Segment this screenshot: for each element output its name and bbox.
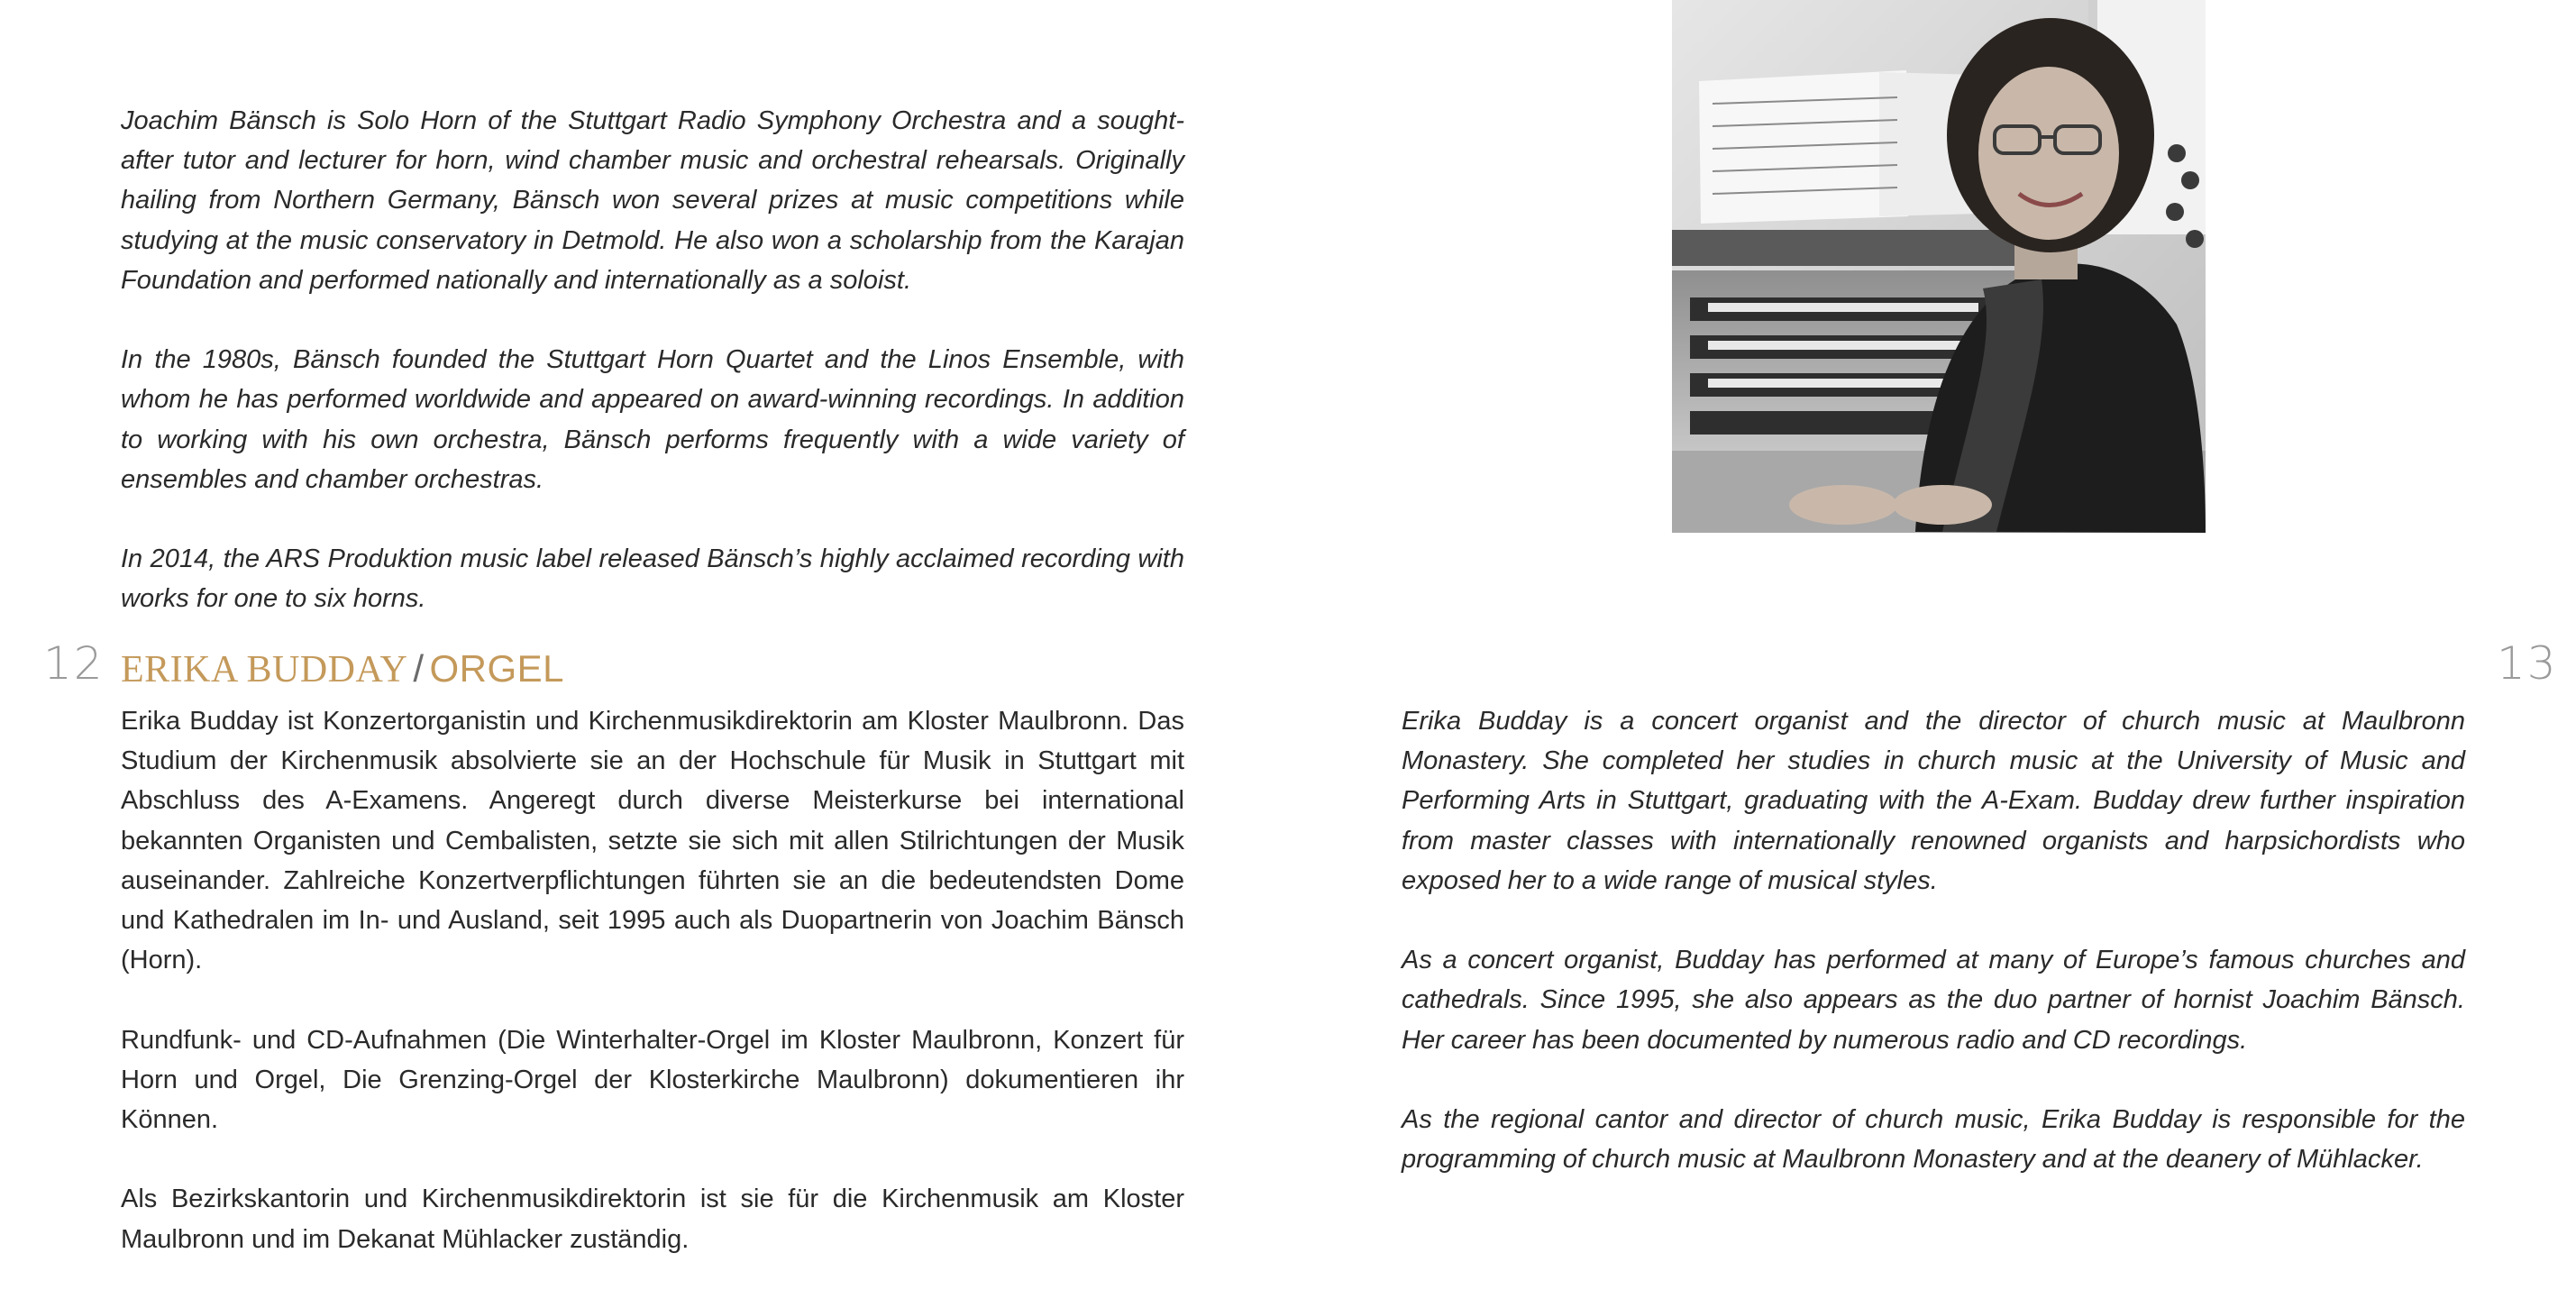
bio-paragraph: Joachim Bänsch is Solo Horn of the Stuttgart Radio Symphony Orchestra and a sought-after tutor and lecturer for horn, wind chamber music and orchestral rehearsals. Originally hailing from Northern Germany, Bänsch won several prizes at music competitions while studying at the music conservatory in Detmold. He also won a scholarship from the Karajan Foundation and performed nationally and internationally as a soloist. xyxy=(121,106,1184,295)
bansch-english-bio xyxy=(121,101,1184,659)
section-heading xyxy=(121,647,564,691)
bio-paragraph: Erika Budday is a concert organist and the director of church music at Maulbronn Monastery. She completed her studies in church music at the University of Music and Performing Arts in Stuttgart, graduating with the A-Exam. Budday drew further inspiration from master classes with internationally renowned organists and harpsichordists who exposed her to a wide range of musical styles. xyxy=(1402,707,2465,895)
bio-paragraph: In 2014, the ARS Produktion music label released Bänsch’s highly acclaimed recording with works for one to six horns. xyxy=(121,544,1184,614)
performer-instrument: ORGEL xyxy=(429,647,565,690)
bio-paragraph: In the 1980s, Bänsch founded the Stuttgart Horn Quartet and the Linos Ensemble, with whom he has performed worldwide and appeared on award-winning recordings. In addition to working with his own orchestra, Bänsch performs frequently with a wide variety of ensembles and chamber orchestras. xyxy=(121,345,1184,494)
budday-english-bio xyxy=(1402,701,2465,1220)
portrait-photo xyxy=(1672,0,2206,533)
bio-paragraph: As a concert organist, Budday has performed at many of Europe’s famous churches and cathedrals. Since 1995, she also appears as the duo partner of hornist Joachim Bänsch. Her career has been documented by numerous radio and CD recordings. xyxy=(1402,946,2465,1055)
portrait-photo-icon xyxy=(1672,0,2206,533)
page-number-left: 12 xyxy=(43,637,105,690)
performer-name: ERIKA BUDDAY xyxy=(121,649,408,691)
bio-paragraph: Rundfunk- und CD-Aufnahmen (Die Winterhalter-Orgel im Kloster Maulbronn, Konzert für Horn und Orgel, Die Grenzing-Orgel der Klosterkirche Maulbronn) dokumentieren ihr Können. xyxy=(121,1025,1184,1135)
heading-separator: / xyxy=(413,647,425,690)
bio-paragraph: Als Bezirkskantorin und Kirchenmusikdirektorin ist sie für die Kirchenmusik am Kloster Maulbronn und im Dekanat Mühlacker zuständig. xyxy=(121,1185,1184,1254)
bio-paragraph: As the regional cantor and director of church music, Erika Budday is responsible for the programming of church music at Maulbronn Monastery and at the deanery of Mühlacker. xyxy=(1402,1105,2465,1175)
page-number-right: 13 xyxy=(2497,637,2558,690)
bio-paragraph: Erika Budday ist Konzertorganistin und Kirchenmusikdirektorin am Kloster Maulbronn. Das Studium der Kirchenmusik absolvierte sie an der Hochschule für Musik in Stuttgart mit Abschluss des A-Examens. Angeregt durch diverse Meisterkurse bei international bekannten Organisten und Cembalisten, setzte sie sich mit allen Stilrichtungen der Musik auseinander. Zahlreiche Konzertverpflichtungen führten sie an die bedeutendsten Dome und Kathedralen im In- und Ausland, seit 1995 auch als Duopartnerin von Joachim Bänsch (Horn). xyxy=(121,707,1184,975)
budday-german-bio xyxy=(121,701,1184,1299)
